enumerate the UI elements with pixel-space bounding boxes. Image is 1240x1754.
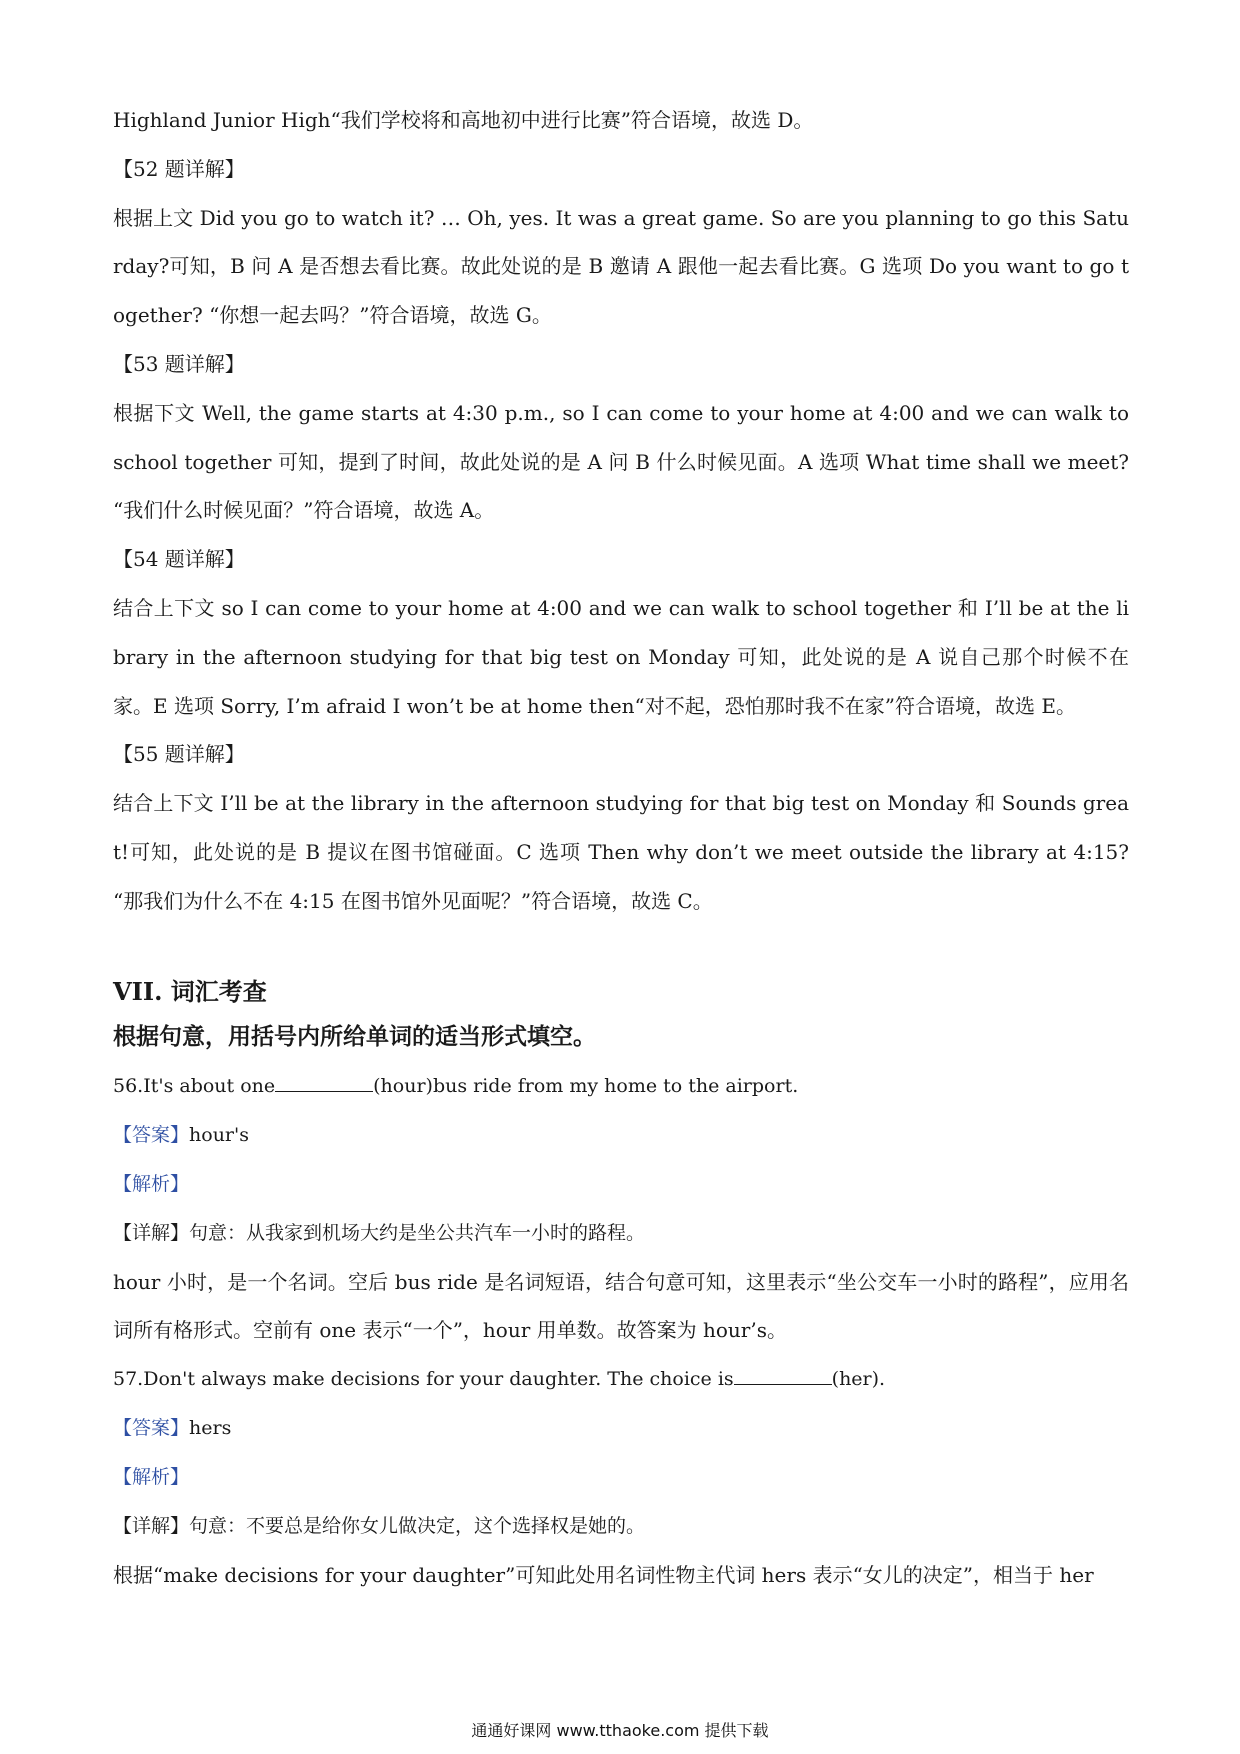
- analysis-56-tag: 【解析】: [113, 1172, 190, 1195]
- analysis-57-tag: 【解析】: [113, 1466, 190, 1489]
- question-57-stem-after: (her).: [831, 1368, 886, 1391]
- detail-56-tag: 【详解】: [113, 1221, 190, 1244]
- paragraph-54: 结合上下文 so I can come to your home at 4:00 and we can walk to school together 和 I’ll be at the library in the afternoon studying for that big test on Monday 可知，此处说的是 A 说自己那个时候不在家。E 选项 Sorry, I’m afraid I won’t be at home then“对不起，恐怕那时我不在家”符合语境，故选 E。: [113, 595, 1129, 718]
- paragraph-53: 根据下文 Well, the game starts at 4:30 p.m., so I can come to your home at 4:00 and we can walk to school together 可知，提到了时间，故此处说的是 A 问 B 什么时候见面。A 选项 What time shall we meet? “我们什么时候见面？”符合语境，故选 A。: [113, 400, 1129, 523]
- paragraph-52: 根据上文 Did you go to watch it? … Oh, yes. It was a great game. So are you planning to go this Saturday?可知，B 问 A 是否想去看比赛。故此处说的是 B 邀请 A 跟他一起去看比赛。G 选项 Do you want to go together? “你想一起去吗？”符合语境，故选 G。: [113, 205, 1129, 328]
- answer-56: [113, 1111, 1129, 1160]
- detail-57-tag: 【详解】: [113, 1515, 190, 1538]
- detail-56-line-1: [113, 1209, 1129, 1258]
- question-57-blank: [734, 1366, 832, 1385]
- question-56-blank: [275, 1073, 373, 1092]
- heading-55-detail: 【55 题详解】: [113, 742, 245, 767]
- heading-54-detail: 【54 题详解】: [113, 547, 245, 572]
- question-57: [113, 1355, 1129, 1404]
- paragraph-51-end: Highland Junior High“我们学校将和高地初中进行比赛”符合语境，故选 D。: [113, 108, 814, 132]
- question-56: [113, 1062, 1129, 1111]
- section-title: VII. 词汇考查: [113, 976, 267, 1006]
- heading-52-detail: 【52 题详解】: [113, 156, 245, 181]
- question-56-stem-after: (hour)bus ride from my home to the airport.: [373, 1074, 799, 1097]
- detail-57-text-2: 根据“make decisions for your daughter”可知此处用名词性物主代词 hers 表示“女儿的决定”，相当于 her: [113, 1563, 1094, 1588]
- answer-57-value: hers: [189, 1417, 232, 1440]
- paragraph-55: 结合上下文 I’ll be at the library in the afternoon studying for that big test on Monday 和 Sounds great!可知，此处说的是 B 提议在图书馆碰面。C 选项 Then why don’t we meet outside the library at 4:15? “那我们为什么不在 4:15 在图书馆外见面呢？”符合语境，故选 C。: [113, 791, 1129, 913]
- detail-56-text-2: hour 小时，是一个名词。空后 bus ride 是名词短语，结合句意可知，这里表示“坐公交车一小时的路程”，应用名词所有格形式。空前有 one 表示“一个”，hour 用单数。故答案为 hour’s。: [113, 1269, 1129, 1343]
- answer-56-tag: 【答案】: [113, 1123, 190, 1146]
- heading-53-detail: 【53 题详解】: [113, 351, 245, 376]
- question-56-stem-before: 56.It's about one: [113, 1074, 276, 1097]
- answer-57: [113, 1404, 1129, 1453]
- detail-56-text-1: 句意：从我家到机场大约是坐公共汽车一小时的路程。: [189, 1221, 646, 1244]
- page-footer: 通通好课网 www.tthaoke.com 提供下载: [471, 1721, 769, 1740]
- question-57-stem-before: 57.Don't always make decisions for your daughter. The choice is: [113, 1368, 734, 1391]
- detail-57-text-1: 句意：不要总是给你女儿做决定，这个选择权是她的。: [189, 1515, 646, 1538]
- answer-57-tag: 【答案】: [113, 1417, 190, 1440]
- page-content: [113, 96, 1129, 1600]
- section-spacer: [113, 926, 1129, 970]
- section-instruction: 根据句意，用括号内所给单词的适当形式填空。: [113, 1022, 596, 1050]
- answer-56-value: hour's: [189, 1123, 249, 1146]
- detail-57-line-1: [113, 1502, 1129, 1551]
